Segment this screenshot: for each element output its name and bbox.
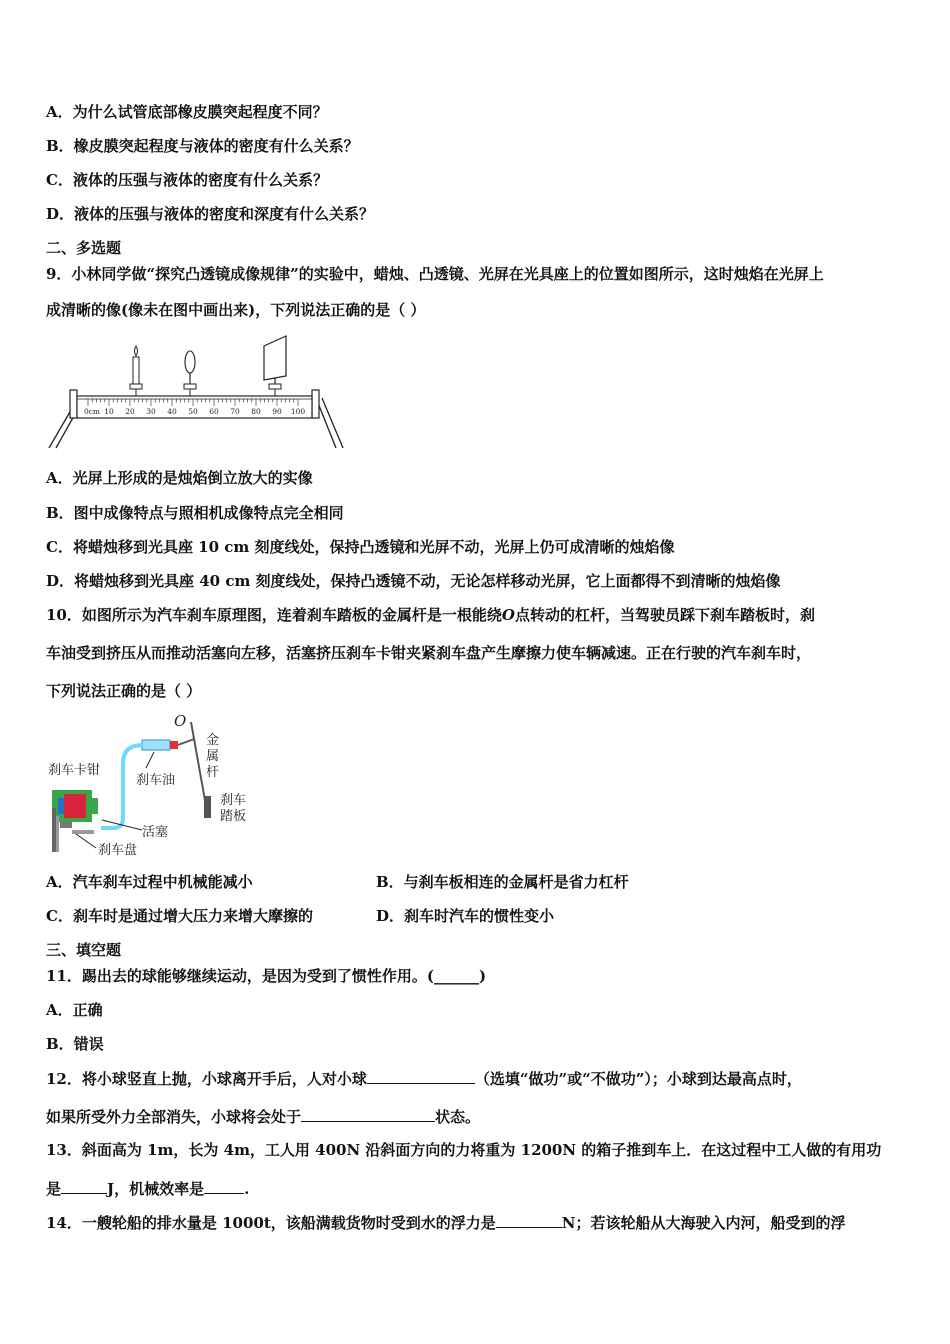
master-piston	[170, 741, 178, 749]
q14-blank-1[interactable]	[496, 1212, 562, 1228]
q13-blank-2[interactable]	[204, 1178, 244, 1194]
q9-option-a: A．光屏上形成的是烛焰倒立放大的实像	[46, 469, 313, 487]
rod-label-2: 属	[206, 749, 220, 764]
ruler-label-40: 40	[167, 407, 177, 416]
metal-rod	[191, 722, 206, 806]
ruler-label-50: 50	[188, 407, 198, 416]
q10-option-d: D．刹车时汽车的惯性变小	[376, 907, 555, 925]
pivot-label: O	[174, 712, 187, 730]
ruler-label-20: 20	[125, 407, 135, 416]
optical-bench-figure	[46, 330, 346, 452]
brake-disc	[52, 808, 56, 852]
master-cylinder	[142, 740, 170, 750]
q9-option-d: D．将蜡烛移到光具座 40 cm 刻度线处，保持凸透镜不动，无论怎样移动光屏，它上面都得不到清晰的烛焰像	[46, 572, 781, 590]
q12-stem-line1: 12．将小球竖直上抛，小球离开手后，人对小球 （选填“做功”或“不做功”）；小球到达最高点时，	[46, 1070, 802, 1088]
q10-stem-line1: 10．如图所示为汽车刹车原理图，连着刹车踏板的金属杆是一根能绕O点转动的杠杆，当驾驶员踩下刹车踏板时，刹	[46, 606, 815, 624]
rod-label-3: 杆	[206, 765, 220, 780]
q10-option-b: B．与刹车板相连的金属杆是省力杠杆	[376, 873, 629, 891]
ruler-label-10: 10	[104, 407, 114, 416]
caliper-label: 刹车卡钳	[48, 763, 101, 778]
oil-label: 刹车油	[136, 773, 176, 788]
disc-label: 刹车盘	[98, 843, 138, 858]
q11-stem: 11．踢出去的球能够继续运动，是因为受到了惯性作用。(______)	[46, 967, 487, 985]
pedal-label-1: 刹车	[220, 793, 247, 808]
ruler-label-80: 80	[251, 407, 261, 416]
pedal-label-2: 踏板	[220, 809, 247, 824]
brake-diagram-figure	[46, 712, 266, 862]
q11-option-a: A．正确	[46, 1001, 103, 1019]
piston-label: 活塞	[142, 825, 169, 840]
q14-stem-line1: 14．一艘轮船的排水量是 1000t，该船满载货物时受到水的浮力是 N；若该轮船从大海驶入内河，船受到的浮	[46, 1214, 846, 1232]
q11-option-b: B．错误	[46, 1035, 104, 1053]
light-screen-icon	[264, 336, 286, 396]
q10-stem-line2: 车油受到挤压从而推动活塞向左移，活塞挤压刹车卡钳夹紧刹车盘产生摩擦力使车辆减速。正在行驶的汽车刹车时，	[46, 644, 812, 662]
ruler-label-100: 100	[290, 407, 306, 416]
q12-blank-1[interactable]	[367, 1068, 475, 1084]
q8-option-d: D．液体的压强与液体的密度和深度有什么关系？	[46, 205, 375, 223]
q10-stem-line3: 下列说法正确的是（ ）	[46, 682, 202, 700]
q13-stem-line1: 13．斜面高为 1m，长为 4m，工人用 400N 沿斜面方向的力将重为 1200N 的箱子推到车上．在这过程中工人做的有用功	[46, 1141, 882, 1159]
ruler-label-90: 90	[272, 407, 282, 416]
q12-blank-2[interactable]	[301, 1106, 435, 1122]
bench-left-end	[70, 390, 77, 418]
q8-option-a: A．为什么试管底部橡皮膜突起程度不同？	[46, 103, 328, 121]
rod-label-1: 金	[206, 733, 220, 748]
q10-option-c: C．刹车时是通过增大压力来增大摩擦的	[46, 907, 313, 925]
section-multiple-choice: 二、多选题	[46, 239, 122, 257]
q9-option-c: C．将蜡烛移到光具座 10 cm 刻度线处，保持凸透镜和光屏不动，光屏上仍可成清晰的烛焰像	[46, 538, 675, 556]
caliper-piston	[64, 794, 86, 818]
q9-option-b: B．图中成像特点与照相机成像特点完全相同	[46, 504, 344, 522]
q8-option-c: C．液体的压强与液体的密度有什么关系？	[46, 171, 328, 189]
q12-stem-line2: 如果所受外力全部消失，小球将会处于 状态。	[46, 1108, 481, 1126]
q10-option-a: A．汽车刹车过程中机械能减小	[46, 873, 253, 891]
ruler-label-60: 60	[209, 407, 219, 416]
q9-stem-line2: 成清晰的像(像未在图中画出来)，下列说法正确的是（ ）	[46, 301, 426, 319]
q8-option-b: B．橡皮膜突起程度与液体的密度有什么关系？	[46, 137, 359, 155]
pivot-o: O	[501, 606, 515, 624]
ruler-label-30: 30	[146, 407, 156, 416]
ruler-label-0: 0cm	[83, 407, 101, 416]
convex-lens-icon	[184, 351, 196, 396]
candle-icon	[130, 346, 142, 396]
q9-stem-line1: 9．小林同学做“探究凸透镜成像规律”的实验中，蜡烛、凸透镜、光屏在光具座上的位置如图所示，这时烛焰在光屏上	[46, 265, 824, 283]
q13-stem-line2: 是 J，机械效率是 .	[46, 1180, 250, 1198]
brake-pedal	[204, 796, 211, 818]
bench-right-end	[312, 390, 319, 418]
q13-blank-1[interactable]	[61, 1178, 107, 1194]
section-fill-in: 三、填空题	[46, 941, 122, 959]
ruler-label-70: 70	[230, 407, 240, 416]
